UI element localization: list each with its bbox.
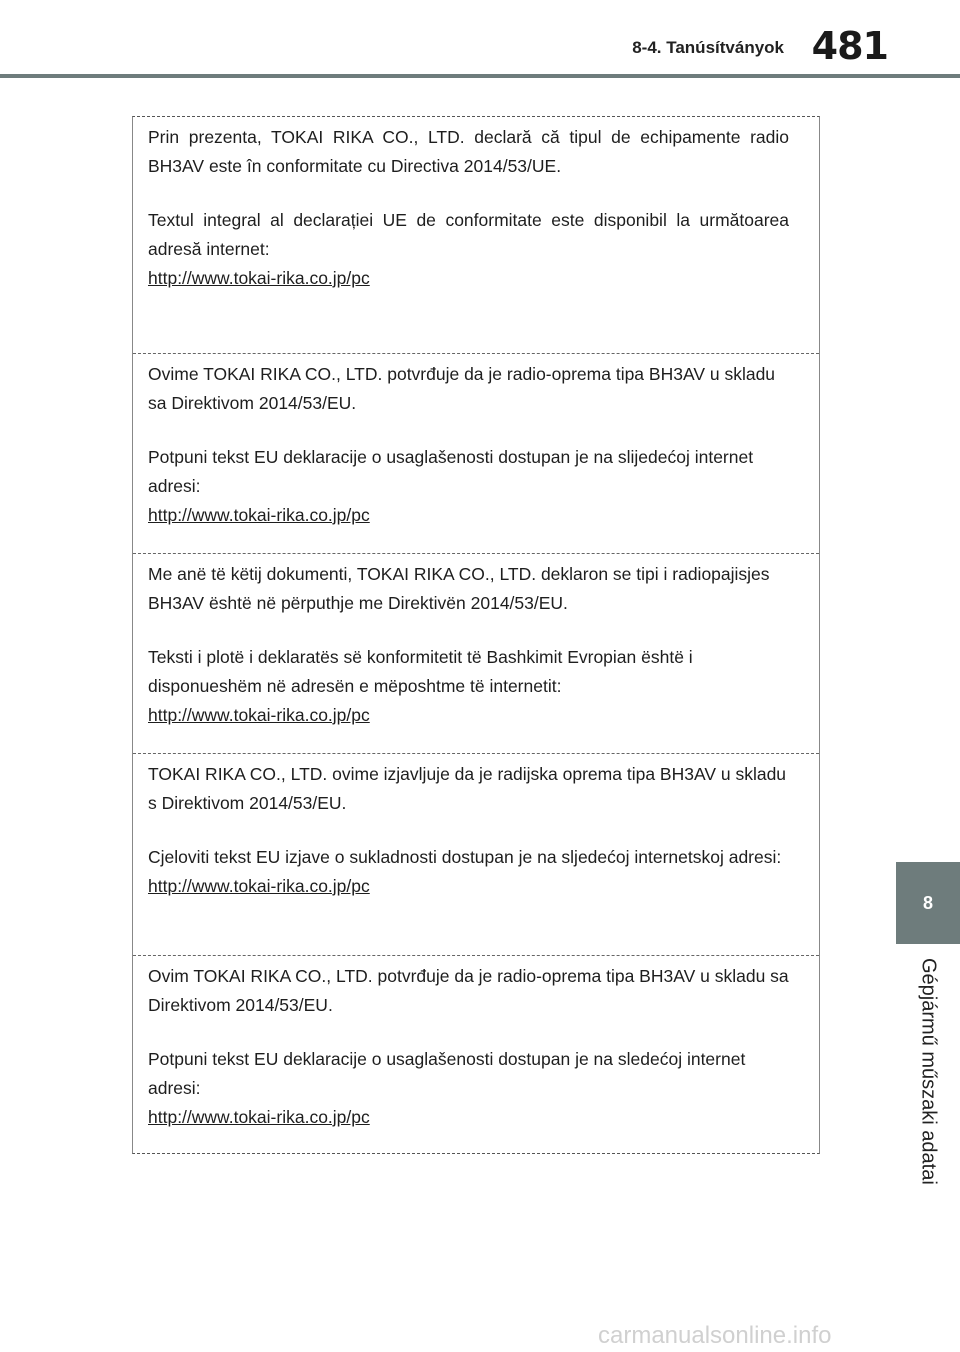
- availability-text: Teksti i plotë i deklaratës së konformitetit të Bashkimit Evropian është i disponueshëm në adresën e mëposhtme të internetit:: [148, 647, 693, 696]
- availability-paragraph: [148, 843, 819, 901]
- availability-text: Potpuni tekst EU deklaracije o usaglašenosti dostupan je na slijedećoj internet adresi:: [148, 447, 754, 496]
- availability-paragraph: [148, 443, 819, 530]
- declaration-link[interactable]: http://www.tokai-rika.co.jp/pc: [148, 1107, 370, 1127]
- page-number: 481: [811, 24, 888, 68]
- page-header: [0, 0, 960, 80]
- header-rule: [0, 74, 960, 78]
- declaration-albanian: [133, 553, 819, 753]
- declaration-link[interactable]: http://www.tokai-rika.co.jp/pc: [148, 876, 370, 896]
- availability-paragraph: [148, 206, 819, 293]
- declaration-montenegrin: [133, 955, 819, 1153]
- declarations-box: [132, 116, 820, 1154]
- declaration-bosnian: [133, 353, 819, 553]
- declaration-statement: Prin prezenta, TOKAI RIKA CO., LTD. declară că tipul de echipamente radio BH3AV este în conformitate cu Directiva 2014/53/UE.: [148, 127, 789, 176]
- availability-paragraph: [148, 643, 819, 730]
- declaration-romanian: [133, 117, 819, 353]
- declaration-statement: Ovim TOKAI RIKA CO., LTD. potvrđuje da je radio-oprema tipa BH3AV u skladu sa Direktivom 2014/53/EU.: [148, 966, 789, 1015]
- section-title: 8-4. Tanúsítványok: [632, 38, 784, 57]
- declaration-statement: TOKAI RIKA CO., LTD. ovime izjavljuje da je radijska oprema tipa BH3AV u skladu s Direktivom 2014/53/EU.: [148, 764, 787, 813]
- declaration-statement: Ovime TOKAI RIKA CO., LTD. potvrđuje da je radio-oprema tipa BH3AV u skladu sa Direktivom 2014/53/EU.: [148, 364, 776, 413]
- declaration-link[interactable]: http://www.tokai-rika.co.jp/pc: [148, 705, 370, 725]
- availability-text: Textul integral al declarației UE de conformitate este disponibil la următoarea adresă internet:: [148, 210, 789, 259]
- chapter-label: Gépjármű műszaki adatai: [917, 958, 940, 1185]
- availability-text: Potpuni tekst EU deklaracije o usaglašenosti dostupan je na sledećoj internet adresi:: [148, 1049, 746, 1098]
- chapter-tab[interactable]: [896, 862, 960, 944]
- declaration-link[interactable]: http://www.tokai-rika.co.jp/pc: [148, 505, 370, 525]
- declaration-link[interactable]: http://www.tokai-rika.co.jp/pc: [148, 268, 370, 288]
- availability-text: Cjeloviti tekst EU izjave o sukladnosti dostupan je na sljedećoj internetskoj adresi:: [148, 847, 782, 867]
- declaration-croatian: [133, 753, 819, 955]
- declaration-statement: Me anë të këtij dokumenti, TOKAI RIKA CO., LTD. deklaron se tipi i radiopajisjes BH3AV është në përputhje me Direktivën 2014/53/EU.: [148, 564, 770, 613]
- chapter-number: 8: [922, 892, 933, 913]
- availability-paragraph: [148, 1045, 819, 1132]
- watermark: carmanualsonline.info: [598, 1322, 832, 1349]
